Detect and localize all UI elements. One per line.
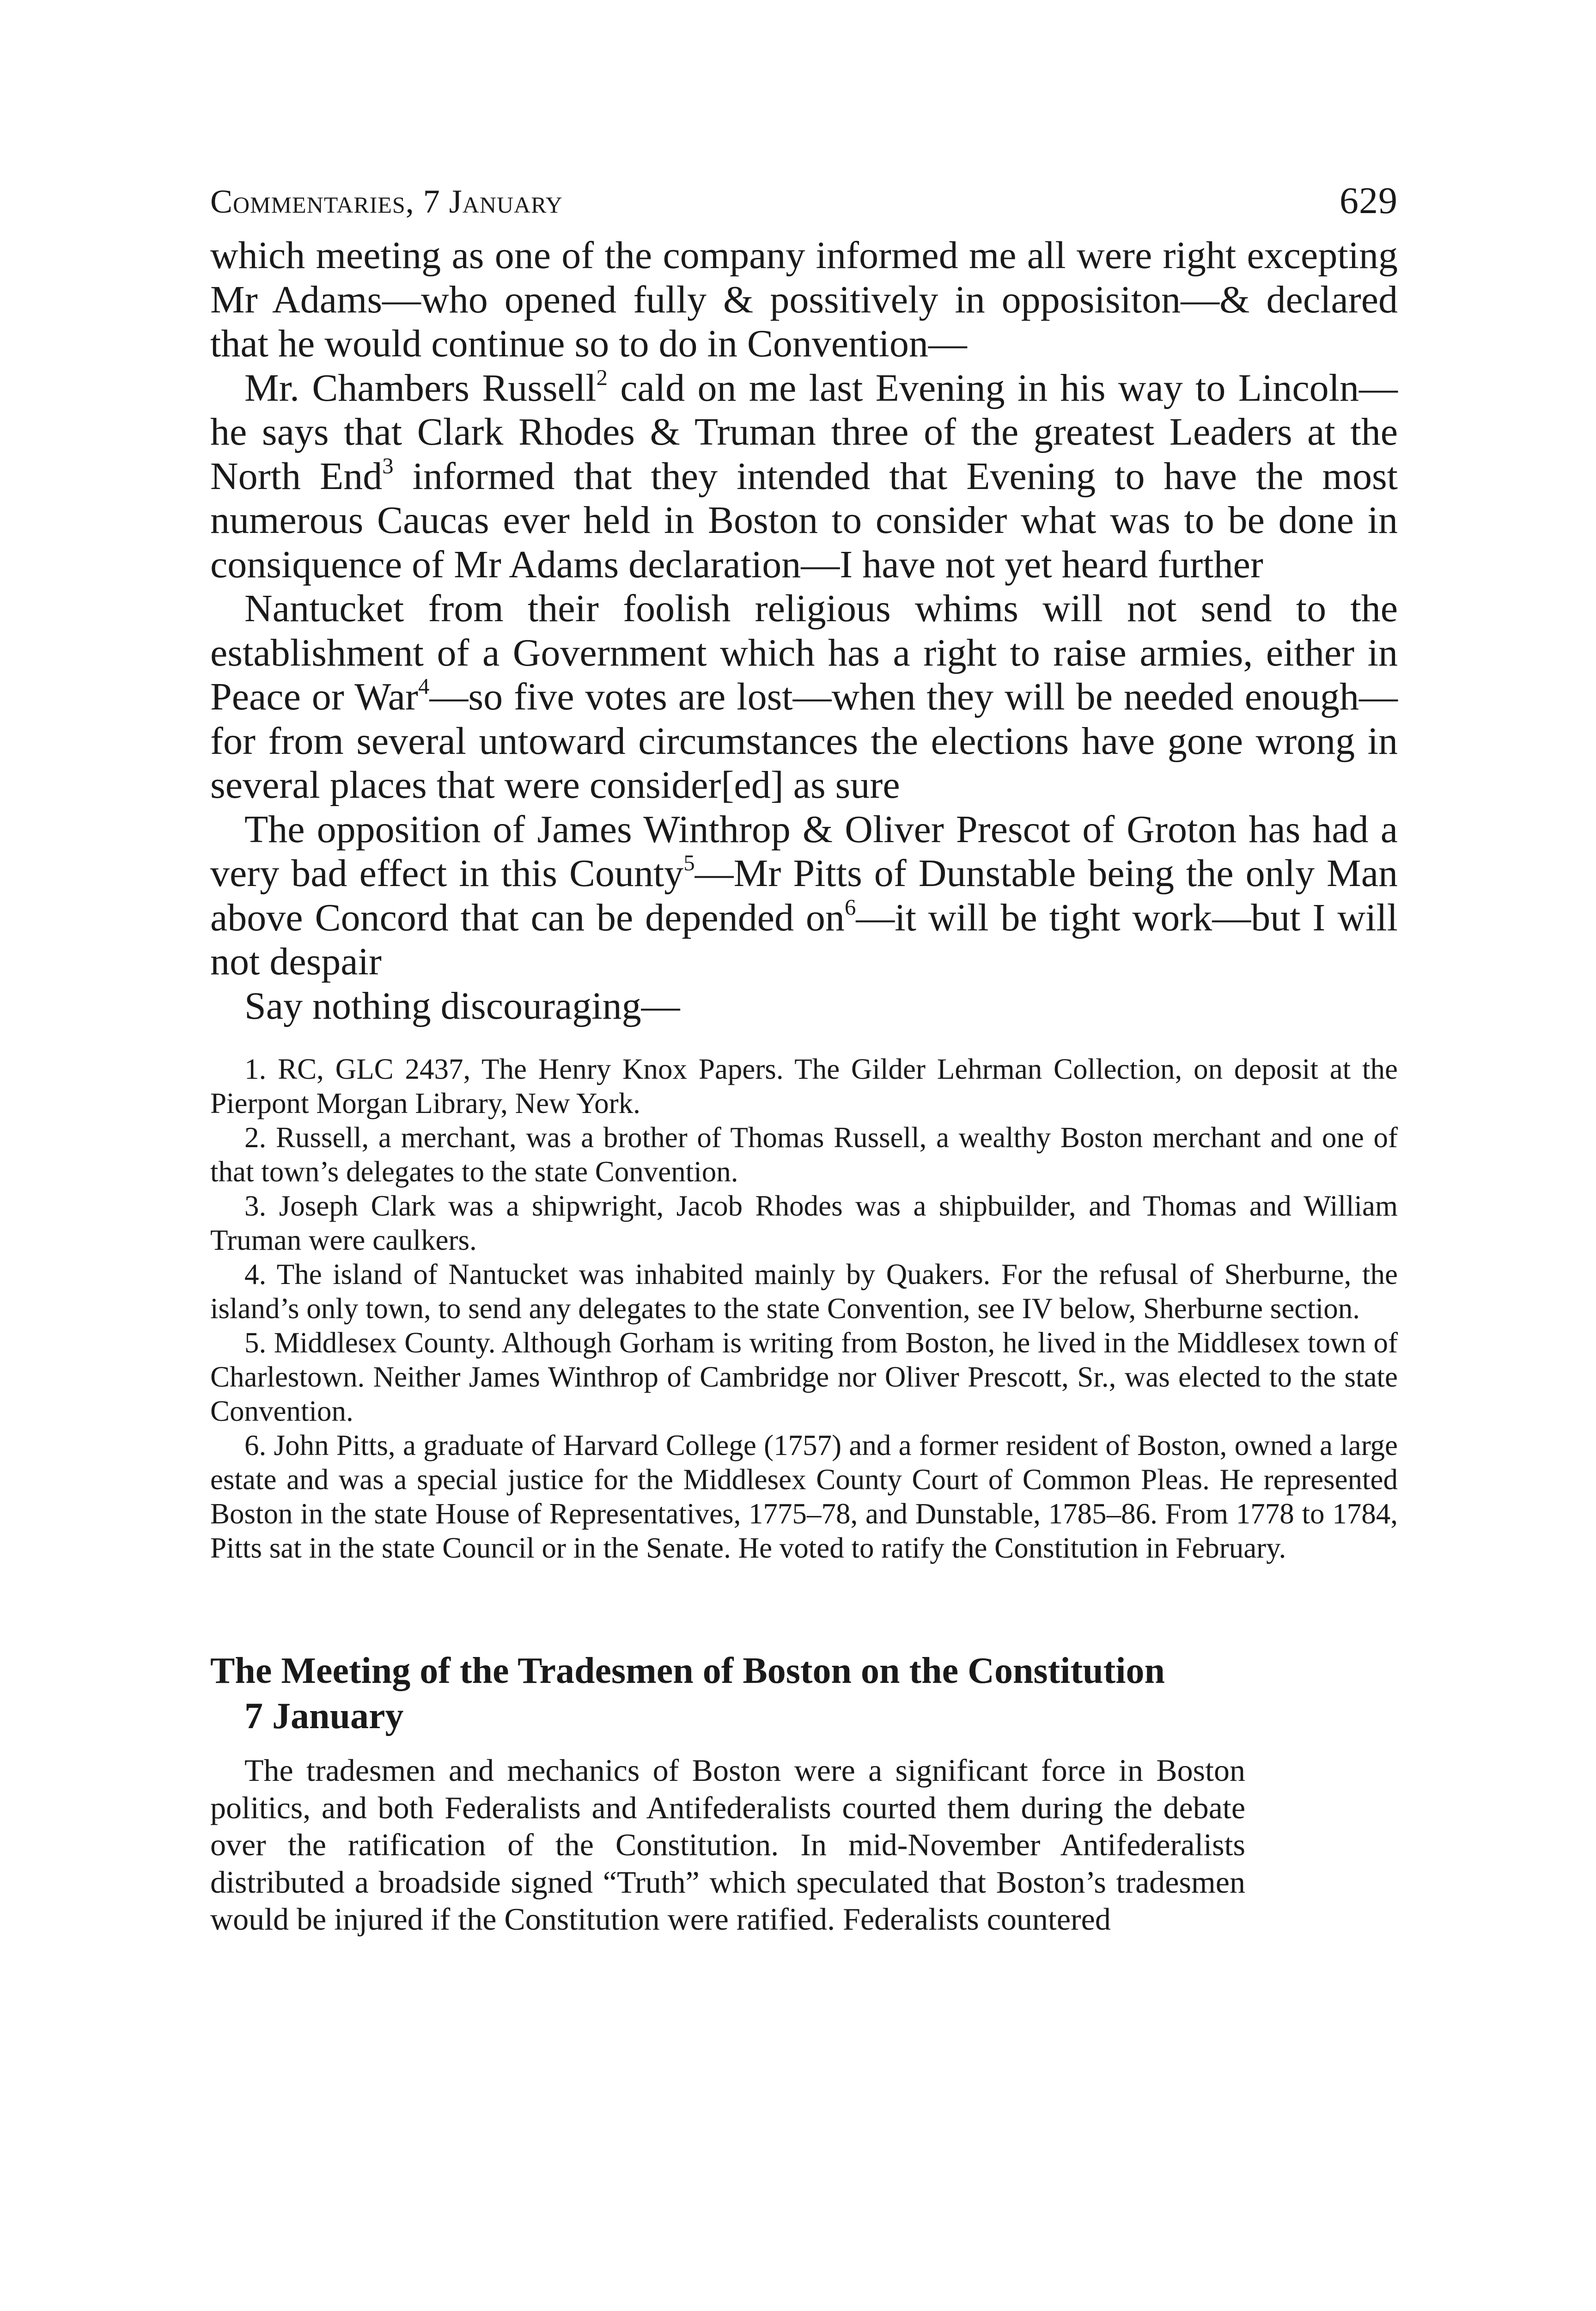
letter-paragraph: The opposition of James Winthrop & Oliver Prescot of Groton has had a very bad effect in this County$^5$—Mr Pitts of Dunstable being the only Man above Concord that can be depended $on^6—it$ will be tight work—but I will not despair <box>210 807 1398 983</box>
letter-paragraph: Nantucket from their foolish religious whims will not send to the establishment of a Government which has a right to raise armies, either in Peace or War$^4$—so five votes are lost—when they will be needed enough—for from several untoward circumstances the elections have gone wrong in several places that were consider[ed] as sure <box>210 587 1398 807</box>
footnote-ref: 3 <box>382 453 394 478</box>
footnote-ref: 4 <box>418 673 430 699</box>
footnote: 3. Joseph Clark was a shipwright, Jacob Rhodes was a shipbuilder, and Thomas and William Truman were caulkers. <box>210 1190 1398 1256</box>
section-intro <box>210 1752 1398 1938</box>
letter-closing: Say nothing discouraging— <box>244 984 680 1027</box>
footnote: 4. The island of Nantucket was inhabited mainly by Quakers. For the refusal of Sherburne, the island’s only town, to send any delegates to the state Convention, see IV below, Sherburne section. <box>210 1258 1398 1325</box>
letter-paragraph: Mr. Chambers Russell$^2$ cald on me last Evening in his way to Lincoln—he says that Clark Rhodes & Truman three of the greatest Leaders at the North End$^3$ informed that they intended that Evening to have the most numerous Caucas ever held in Boston to consider what was to be done in consiquence of Mr Adams declaration—I have not yet heard further <box>210 365 1398 586</box>
page-number: 629 <box>1340 179 1398 221</box>
footnotes <box>210 1052 1398 1565</box>
section-date: 7 January <box>244 1696 404 1736</box>
footnote: 5. Middlesex County. Although Gorham is writing from Boston, he lived in the Middlesex town of Charlestown. Neither James Winthrop of Cambridge nor Oliver Prescott, Sr., was elected to the state Convention. <box>210 1327 1398 1427</box>
running-head-title: Commentaries, 7 January <box>210 183 563 220</box>
running-head <box>210 179 1398 233</box>
intro-paragraph: The tradesmen and mechanics of Boston were a significant force in Boston politics, and both Federalists and Antifederalists courted them during the debate over the ratification of the Constitution. In mid-November Antifederalists distributed a broadside signed “Truth” which speculated that Boston’s tradesmen would be injured if the Constitution were ratified. Federalists countered <box>210 1753 1245 1937</box>
footnote-ref: 2 <box>596 365 608 390</box>
section-heading <box>210 1648 1398 1739</box>
section-title: The Meeting of the Tradesmen of Boston on the Constitution <box>210 1651 1165 1691</box>
footnote: 1. RC, GLC 2437, The Henry Knox Papers. The Gilder Lehrman Collection, on deposit at the Pierpont Morgan Library, New York. <box>210 1053 1398 1119</box>
letter-paragraph: which meeting as one of the company informed me all were right excepting Mr Adams—who opened fully & possitively in opposisiton—& declared that he would continue so to do in Convention— <box>210 234 1398 365</box>
footnote: 6. John Pitts, a graduate of Harvard College (1757) and a former resident of Boston, owned a large estate and was a special justice for the Middlesex County Court of Common Pleas. He represented Boston in the state House of Representatives, 1775–78, and Dunstable, 1785–86. From 1778 to 1784, Pitts sat in the state Council or in the Senate. He voted to ratify the Constitution in February. <box>210 1429 1398 1564</box>
footnote-ref: 6 <box>844 894 856 920</box>
document-page <box>210 179 1398 1938</box>
footnote-ref: 5 <box>683 850 695 875</box>
letter-text <box>210 233 1398 1028</box>
footnote: 2. Russell, a merchant, was a brother of Thomas Russell, a wealthy Boston merchant and one of that town’s delegates to the state Convention. <box>210 1121 1398 1188</box>
